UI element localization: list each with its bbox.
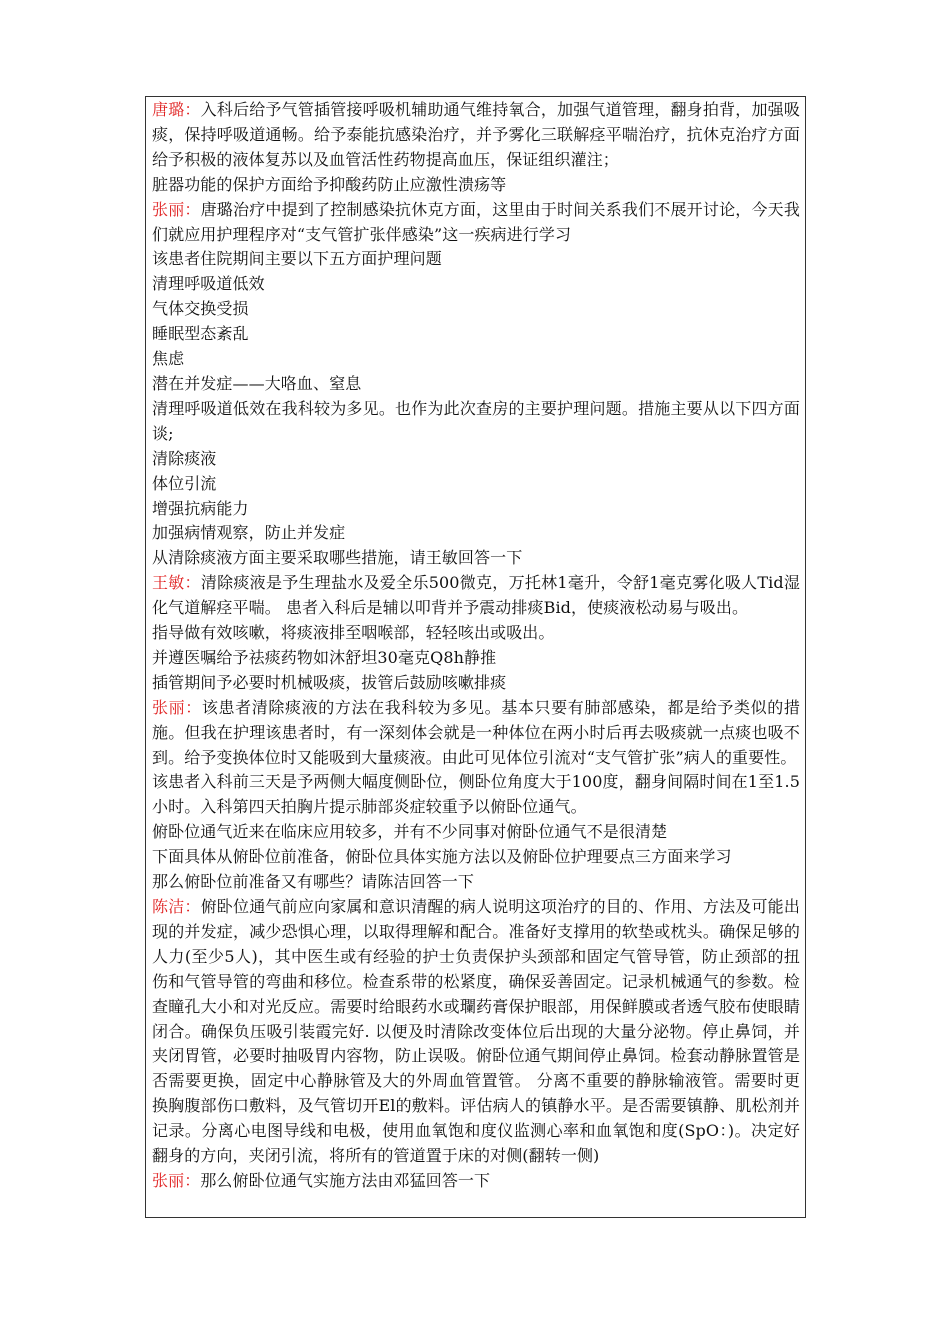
transcript-paragraph <box>152 521 800 546</box>
paragraph-text: 清理呼吸道低效 <box>152 274 265 294</box>
paragraph-text: 潜在并发症——大咯血、窒息 <box>152 373 362 393</box>
transcript-paragraph <box>152 247 800 272</box>
paragraph-text: 并遵医嘱给予祛痰药物如沐舒坦30毫克Q8h静推 <box>152 647 497 667</box>
transcript-paragraph <box>152 472 800 497</box>
transcript-paragraph <box>152 820 800 845</box>
transcript-paragraph <box>152 372 800 397</box>
paragraph-text: 俯卧位通气前应向家属和意识清醒的病人说明这项治疗的目的、作用、方法及可能出现的并发症，减少恐惧心理，以取得理解和配合。准备好支撑用的软垫或枕头。确保足够的人力(至少5人)，其中医生或有经验的护士负责保护头颈部和固定气管导管，防止颈部的扭伤和气管导管的弯曲和移位。检查系带的松紧度，确保妥善固定。记录机械通气的参数。检查瞳孔大小和对光反应。需要时给眼药水或瓓药膏保护眼部，用保鲜膜或者透气胶布使眼睛闭合。确保负压吸引装霞完好. 以便及时清除改变体位后出现的大量分泌物。停止鼻饲，并夹闭胃管，必要时抽吸胃内容物，防止误吸。俯卧位通气期间停止鼻饲。检套动静脉置管是否需要更换，固定中心静脉管及大的外周血管置管。 分离不重要的静脉输液管。需要时更换胸腹部伤口敷料，及气管切开El的敷料。评估病人的镇静水平。是否需要镇静、肌松剂并记录。分离心电图导线和电极，使用血氧饱和度仪监测心率和血氧饱和度(SpO：)。决定好翻身的方向，夹闭引流，将所有的管道置于床的对侧(翻转一侧) <box>152 897 800 1166</box>
paragraph-text: 体位引流 <box>152 473 217 493</box>
paragraph-text: 俯卧位通气近来在临床应用较多，并有不少同事对俯卧位通气不是很清楚 <box>152 822 668 842</box>
paragraph-text: 插管期间予必要时机械吸痰，拔管后鼓励咳嗽排痰 <box>152 672 507 692</box>
transcript-paragraph <box>152 1169 800 1194</box>
paragraph-text: 增强抗病能力 <box>152 498 249 518</box>
paragraph-text: 从清除痰液方面主要采取哪些措施，请王敏回答一下 <box>152 548 523 568</box>
transcript-content <box>152 98 800 1194</box>
transcript-paragraph <box>152 347 800 372</box>
paragraph-text: 气体交换受损 <box>152 299 249 319</box>
paragraph-text: 该患者清除痰液的方法在我科较为多见。基本只要有肺部感染，都是给予类似的措施。但我在护理该患者时，有一深刻体会就是一种体位在两小时后再去吸痰就一点痰也吸不到。给予变换体位时又能吸到大量痰液。由此可见体位引流对“支气管扩张”病人的重要性。 <box>152 697 800 767</box>
paragraph-text: 那么俯卧位前准备又有哪些？请陈洁回答一下 <box>152 872 475 892</box>
transcript-paragraph <box>152 322 800 347</box>
transcript-paragraph <box>152 870 800 895</box>
transcript-paragraph <box>152 646 800 671</box>
paragraph-text: 加强病情观察，防止并发症 <box>152 523 346 543</box>
transcript-paragraph <box>152 671 800 696</box>
transcript-paragraph <box>152 397 800 447</box>
speaker-name: 陈洁： <box>152 897 201 916</box>
paragraph-text: 清除痰液 <box>152 448 217 468</box>
transcript-paragraph <box>152 621 800 646</box>
transcript-paragraph <box>152 845 800 870</box>
transcript-paragraph <box>152 272 800 297</box>
paragraph-text: 指导做有效咳嗽，将痰液排至咽喉部，轻轻咳出或吸出。 <box>152 623 555 643</box>
paragraph-text: 清除痰液是予生理盐水及爱全乐500微克，万托林1毫升，令舒1毫克雾化吸人Tid湿化气道解痉平喘。 患者入科后是辅以叩背并予震动排痰Bid，使痰液松动易与吸出。 <box>152 573 800 618</box>
transcript-paragraph <box>152 546 800 571</box>
transcript-paragraph <box>152 98 800 173</box>
paragraph-text: 清理呼吸道低效在我科较为多见。也作为此次查房的主要护理问题。措施主要从以下四方面谈; <box>152 398 800 443</box>
paragraph-text: 下面具体从俯卧位前准备，俯卧位具体实施方法以及俯卧位护理要点三方面来学习 <box>152 847 732 867</box>
transcript-paragraph <box>152 297 800 322</box>
paragraph-text: 那么俯卧位通气实施方法由邓猛回答一下 <box>200 1170 491 1190</box>
paragraph-text: 脏器功能的保护方面给予抑酸药防止应激性溃疡等 <box>152 174 507 194</box>
paragraph-text: 该患者住院期间主要以下五方面护理问题 <box>152 249 442 269</box>
transcript-paragraph <box>152 447 800 472</box>
transcript-paragraph <box>152 895 800 1169</box>
speaker-name: 张丽： <box>152 1170 201 1190</box>
transcript-paragraph <box>152 696 800 771</box>
transcript-paragraph <box>152 497 800 522</box>
transcript-paragraph <box>152 173 800 198</box>
paragraph-text: 焦虑 <box>152 349 185 369</box>
speaker-name: 张丽： <box>152 199 201 219</box>
transcript-table <box>145 96 806 1218</box>
transcript-paragraph <box>152 770 800 820</box>
transcript-paragraph <box>152 571 800 621</box>
speaker-name: 张丽： <box>152 697 202 717</box>
speaker-name: 唐璐： <box>152 100 201 119</box>
paragraph-text: 入科后给予气管插管接呼吸机辅助通气维持氧合，加强气道管理，翻身拍背，加强吸痰，保持呼吸道通畅。给予泰能抗感染治疗，并予雾化三联解痉平喘治疗，抗休克治疗方面给予积极的液体复苏以及血管活性药物提高血压，保证组织灌注； <box>152 100 800 169</box>
paragraph-text: 唐璐治疗中提到了控制感染抗休克方面，这里由于时间关系我们不展开讨论，今天我们就应用护理程序对“支气管扩张伴感染”这一疾病进行学习 <box>152 199 800 244</box>
speaker-name: 王敏： <box>152 573 201 593</box>
paragraph-text: 该患者入科前三天是予两侧大幅度侧卧位，侧卧位角度大于100度，翻身间隔时间在1至1.5小时。入科第四天拍胸片提示肺部炎症较重予以俯卧位通气。 <box>152 772 800 817</box>
transcript-paragraph <box>152 198 800 248</box>
paragraph-text: 睡眠型态紊乱 <box>152 324 249 344</box>
